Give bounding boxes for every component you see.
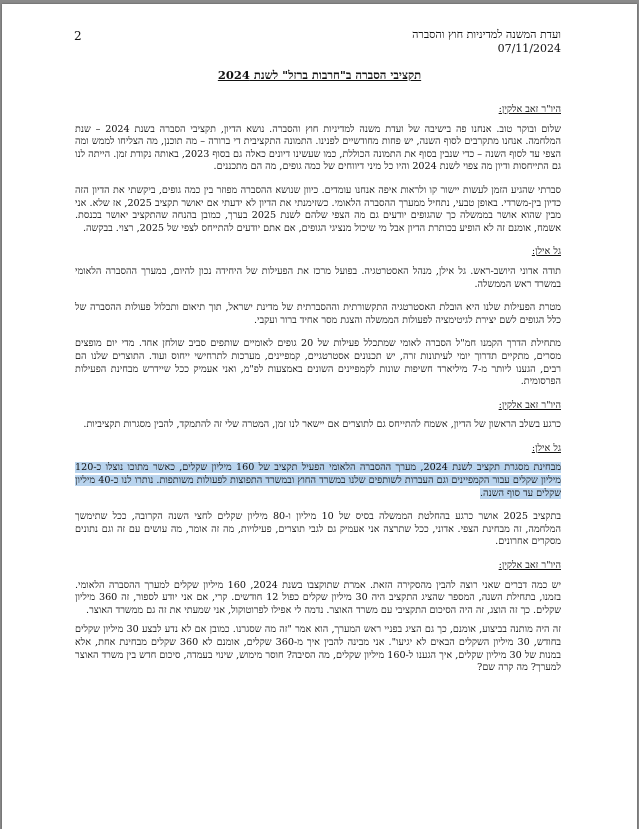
document-header [412, 28, 561, 56]
committee-name: ועדת המשנה למדיניות חוץ והסברה [412, 28, 561, 41]
page-number: 2 [74, 29, 82, 43]
paragraph: זה היה מותנה בביצוע, אומנם, כך גם הציג בפניי ראש המערך, הוא אמר "זה מה שסגרנו. כמובן אם לא נדע לבצע 30 מיליון שקלים בחודש, 30 מיליון השקלים הבאים לא יגיעו". אני מבינה להבין איך מ-360 שקלים, אומנם לא 360 שקלים מבחינת אחת, אלא במנות של 30 מיליון שקלים, איך הגענו ל-160 מיליון שקלים, מה הסיבה? חוסר מימוש, שינוי בעמדה, סיכום חדש בין משרד האוצר למערך? מה קרה שם? [75, 624, 562, 674]
speaker-label: היו"ר זאב אלקין: [498, 560, 561, 572]
paragraph: סברתי שהגיע הזמן לעשות יישור קו ולראות איפה אנחנו עומדים. כיוון שנושא ההסברה מפוזר בין כמה גופים, ביקשתי את הדיון הזה כדיון בין-משרדי. באופן טבעי, נתחיל ממערך ההסברה הלאומי. כשזימנתי את הדיון לא ידעתי אם יאושר תקציב 2025, אז שלא. אני מבין שהוא אושר בממשלה כך שהגופים יודעים גם מה הצפי שלהם לשנת 2025 בערך, כמובן בהנחה שהתקציב יאושר בכנסת. אשמח, אומנם זה לא הופיע בכותרת הדיון אבל מי שיכול מנציגי הגופים, אם אתם יודעים להתייחס לצפי של 2025, רצוי. בבקשה. [75, 184, 561, 234]
speaker-label: היו"ר זאב אלקין: [498, 399, 561, 411]
paragraph: כרגע בשלב הראשון של הדיון, אשמח להתייחס גם לתוצרים אם יישאר לנו זמן, המטרה שלי זה להתמקד, להבין מסגרות תקציביות. [83, 419, 561, 431]
document-title: תקציבי הסברה ב"חרבות ברזל" לשנת 2024 [217, 68, 422, 82]
speaker-label: גל אילן: [531, 442, 561, 454]
paragraph: תודה אדוני היושב-ראש. גל אילן, מנהל האסטרטגיה. בפועל מרכז את הפעילות של היחידה נכון להיום, במערך ההסברה הלאומי במשרד ראש הממשלה. [75, 265, 561, 290]
paragraph: יש כמה דברים שאני רוצה להבין מהסקירה הזאת. אמרת שתוקצבו בשנת 2024, 160 מיליון שקלים למערך ההסברה הלאומי. בזמנו, בתחילת השנה, המספר שהציג התקציב היה 30 מיליון שקלים כפול 12 חודשים. קרי, אם אני יודע לספור, זה 360 מיליון שקלים. כך זה הוצג, זה היה הסיכום התקציבי עם משרד האוצר. נדמה לי אפילו לפרוטוקול, אני שמעתי את זה גם ממשרד האוצר. [75, 579, 562, 616]
transcript-body [75, 104, 561, 686]
paragraph: מטרת הפעילות שלנו היא הובלת האסטרטגיה התקשורתית וההסברתית של מדינת ישראל, תוך תיאום ותכלול פעולות ההסברה של כלל הגופים לשם יצירת לגיטימציה לפעולות הממשלה והצגת מסר אחיד ברור ועקבי. [75, 302, 561, 326]
paragraph: שלום ובוקר טוב. אנחנו פה בישיבה של ועדת משנה למדיניות חוץ והסברה. נושא הדיון, תקציבי הסברה בשנת 2024 – שנת המלחמה. אנחנו מתקרבים לסוף השנה, יש פחות מחודשיים לפנינו. התמונה התקציבית די ברורה – מה תוכנן, מה הצליחו לממש ומה הצפי עד לסוף השנה – כדי שנבין בסוף את התמונה הכוללת, כמו שעשינו דיונים כאלה גם בסוף 2023, באותה נקודת זמן. הייתה לנו גם התייחסות ודיון מה צפוי לשנת 2024 והיו כל מיני דיווחים של כמה גופים, מה הם מתכננים. [75, 123, 562, 173]
highlighted-text: מבחינת מסגרת תקציב לשנת 2024, מערך ההסברה הלאומי הפעיל תקציב של 160 מיליון שקלים, כאשר מתוכו נוצלו כ-120 מיליון שקלים עבור הקמפיינים וגם העברות לשותפים שלנו במשרד החוץ ובמשרד התפוצות לפעולות משותפות. נותרו לנו כ-40 מיליון שקלים עד סוף השנה. [75, 462, 562, 499]
speaker-label: גל אילן: [531, 246, 561, 258]
paragraph: מתחילת הדרך הקמנו חמ"ל הסברה לאומי שמתכלל פעילות של 20 גופים לאומיים שותפים סביב שולחן אחד. מדי יום מופצים מסרים, מתקיים תדרוך יומי לעיתונות זרה, יש תכנונים אסטרטגיים, קמפיינים, מערכות לתרחישי ייחוס ועוד. התוצרים שלנו הם רבים, הגענו ליותר מ-7 מיליארד חשיפות שונות לקמפיינים השונים באמצעות לפ"מ, ואני אעמיק ככל שיידרש מבחינת הפעילות הפרסומית. [75, 338, 561, 388]
document-page [2, 4, 637, 829]
document-date: 07/11/2024 [497, 42, 561, 55]
paragraph [75, 462, 561, 500]
speaker-label: היו"ר זאב אלקין: [498, 104, 561, 115]
paragraph: בתקציב 2025 אושר כרגע בהחלטת הממשלה בסיס של 10 מיליון ו-80 מיליון שקלים לחצי השנה הקרובה, ככל שתימשך המלחמה, זה מבחינת הצפי. אדוני, ככל שתרצה אני אעמיק גם לגבי תוצרים, פעילויות, מה זה אומר, מה עושים עם זה וגם נתונים מסקרים אחרונים. [75, 511, 562, 548]
